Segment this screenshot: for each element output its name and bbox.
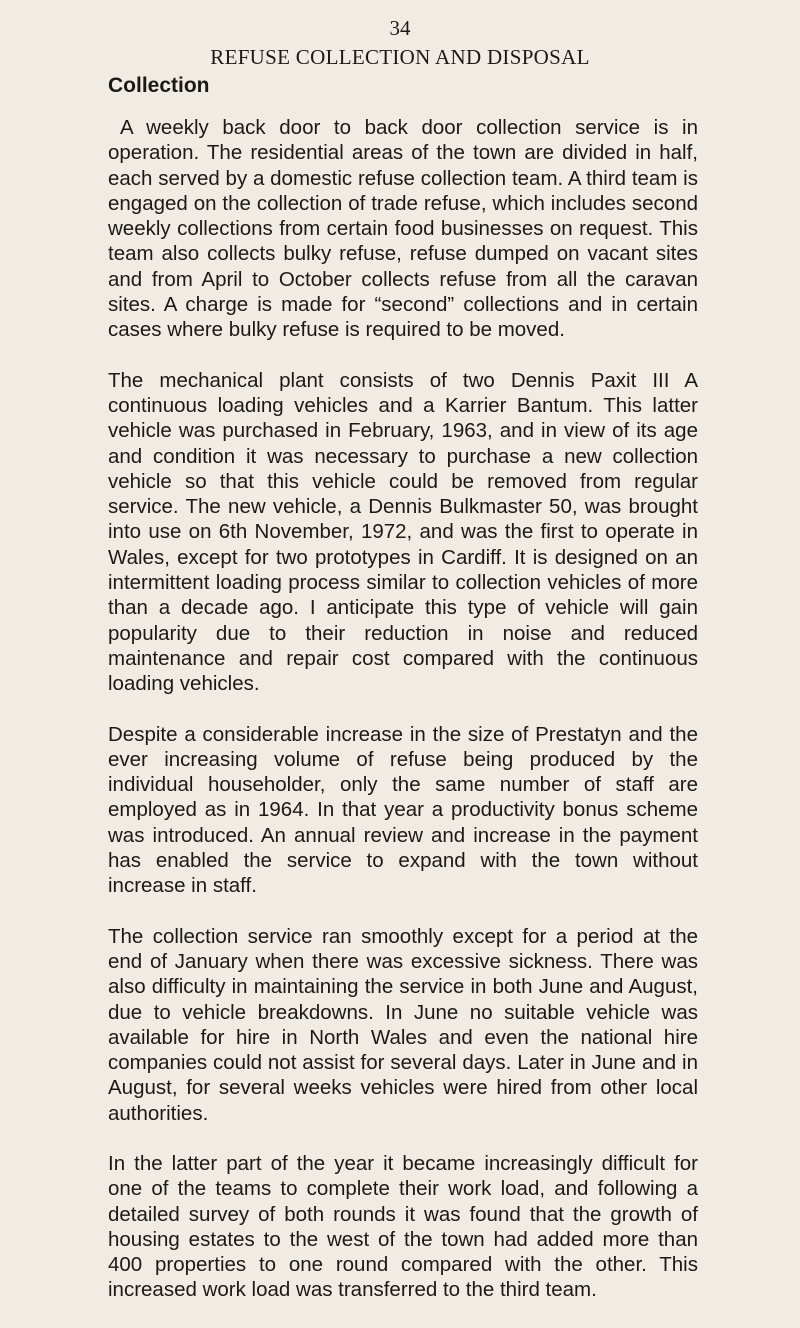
body-text — [108, 115, 698, 1328]
paragraph: The mechanical plant consists of two Dennis Paxit III A continuous loading vehicles and a Karrier Bantum. This latter vehicle was purchased in February, 1963, and in view of its age and condition it was necessary to purchase a new collection vehicle so that this vehicle could be removed from regular service. The new vehicle, a Dennis Bulkmaster 50, was brought into use on 6th November, 1972, and was the first to operate in Wales, except for two prototypes in Cardiff. It is designed on an intermittent loading process similar to collection vehicles of more than a decade ago. I anticipate this type of vehicle will gain popularity due to their reduction in noise and reduced maintenance and repair cost compared with the continuous loading vehicles. — [108, 368, 698, 696]
page-number: 34 — [389, 16, 411, 40]
running-title: REFUSE COLLECTION AND DISPOSAL — [210, 45, 590, 69]
section-heading: Collection — [108, 74, 210, 97]
paragraph: The collection service ran smoothly except for a period at the end of January when there was excessive sickness. There was also difficulty in maintaining the service in both June and August, due to vehicle breakdowns. In June no suitable vehicle was available for hire in North Wales and even the national hire companies could not assist for several days. Later in June and in August, for several weeks vehicles were hired from other local authorities. — [108, 924, 698, 1125]
paragraph: A weekly back door to back door collection service is in operation. The residential areas of the town are divided in half, each served by a domestic refuse collection team. A third team is engaged on the collection of trade refuse, which includes second weekly collections from certain food businesses on request. This team also collects bulky refuse, refuse dumped on vacant sites and from April to October collects refuse from all the caravan sites. A charge is made for “second” collections and in certain cases where bulky refuse is required to be moved. — [108, 116, 698, 342]
paragraph: Despite a considerable increase in the size of Prestatyn and the ever increasing volume of refuse being produced by the individual householder, only the same number of staff are employed as in 1964. In that year a productivity bonus scheme was introduced. An annual review and increase in the payment has enabled the service to expand with the town without increase in staff. — [108, 722, 698, 898]
paragraph: In the latter part of the year it became increasingly difficult for one of the teams to complete their work load, and following a detailed survey of both rounds it was found that the growth of housing estates to the west of the town had added more than 400 properties to one round compared with the other. This increased work load was transferred to the third team. — [108, 1151, 698, 1302]
